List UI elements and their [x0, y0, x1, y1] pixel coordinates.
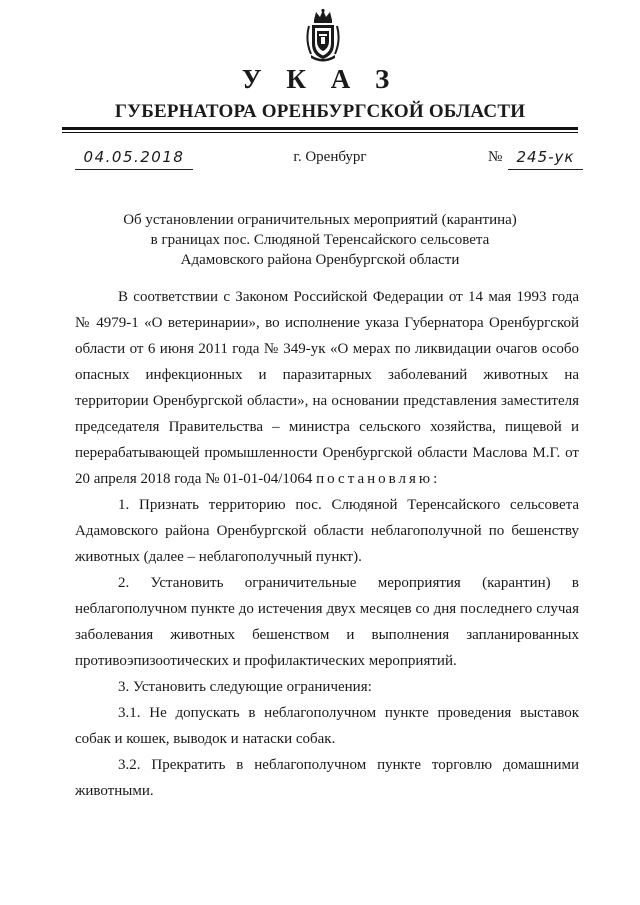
- decree-item: 3.1. Не допускать в неблагополучном пункте проведения выставок собак и кошек, выводок и натаски собак.: [75, 705, 579, 747]
- heading-line: в границах пос. Слюдяной Теренсайского сельсовета: [150, 232, 490, 248]
- heading-line: Адамовского района Оренбургской области: [180, 252, 460, 268]
- coat-of-arms-orenburg-icon: [304, 8, 342, 62]
- header-divider-thin: [62, 132, 578, 133]
- header-divider-thick: [62, 127, 578, 130]
- decree-heading: [0, 210, 640, 270]
- decree-city: г. Оренбург: [293, 149, 367, 165]
- decree-date: 04.05.2018: [75, 147, 193, 170]
- decree-number: 245-ук: [508, 147, 583, 170]
- heading-line: Об установлении ограничительных мероприятий (карантина): [123, 212, 517, 228]
- document-title: У К А З: [241, 64, 399, 94]
- decree-number-label: №: [488, 149, 503, 165]
- decree-item: 2. Установить ограничительные мероприятия (карантин) в неблагополучном пункте до истечения двух месяцев со дня последнего случая заболевания животных бешенством и выполнения запланированных противоэпизоотических и профилактических мероприятий.: [75, 575, 579, 669]
- preamble-paragraph: [75, 284, 579, 492]
- decree-body: [75, 284, 579, 804]
- decree-item: 3. Установить следующие ограничения:: [118, 679, 372, 695]
- decree-item: 1. Признать территорию пос. Слюдяной Теренсайского сельсовета Адамовского района Оренбургской области неблагополучной по бешенству животных (далее – неблагополучный пункт).: [75, 497, 579, 565]
- decree-word: постановляю:: [316, 471, 441, 487]
- preamble-text: В соответствии с Законом Российской Федерации от 14 мая 1993 года № 4979-1 «О ветеринарии», во исполнение указа Губернатора Оренбургской области от 6 июня 2011 года № 349-ук «О мерах по ликвидации очагов особо опасных инфекционных и паразитарных заболеваний животных на территории Оренбургской области», на основании представления заместителя председателя Правительства – министра сельского хозяйства, пищевой и перерабатывающей промышленности Оренбургской области Маслова М.Г. от 20 апреля 2018 года № 01-01-04/1064: [75, 289, 579, 487]
- document-subtitle: ГУБЕРНАТОРА ОРЕНБУРГСКОЙ ОБЛАСТИ: [114, 101, 526, 122]
- decree-item: 3.2. Прекратить в неблагополучном пункте торговлю домашними животными.: [75, 757, 579, 799]
